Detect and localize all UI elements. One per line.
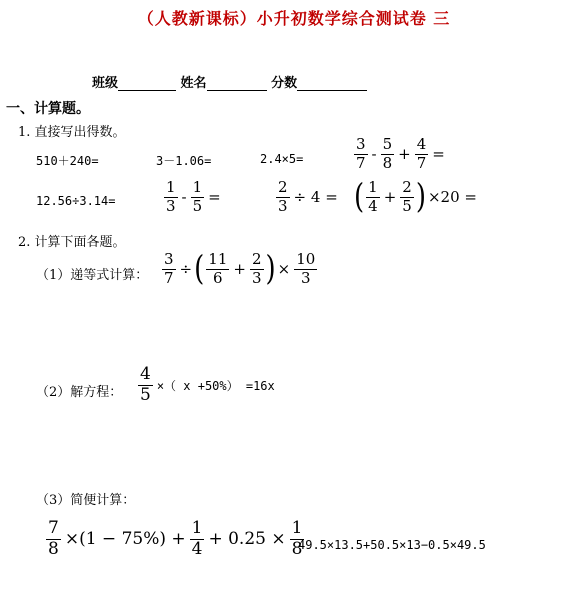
frac-num: 2 <box>251 250 262 268</box>
part-2-equation <box>136 366 277 405</box>
score-label: 分数 <box>271 76 298 91</box>
equals: = <box>432 145 445 164</box>
part-2-label: （2）解方程： <box>36 385 123 400</box>
expr-2b <box>162 180 223 215</box>
left-paren: ( <box>354 177 365 217</box>
left-paren: ( <box>194 249 205 289</box>
expr-1c: 2.4×5= <box>260 152 304 166</box>
right-paren: ) <box>415 177 426 217</box>
frac-den: 3 <box>278 196 288 215</box>
frac-den: 3 <box>251 268 262 287</box>
frac-num: 2 <box>278 178 288 196</box>
expr-1a: 510＋240= <box>36 154 99 168</box>
frac-den: 8 <box>291 538 303 559</box>
operator: - <box>371 145 377 164</box>
frac-num: 1 <box>291 518 303 538</box>
frac-den: 5 <box>192 196 203 215</box>
operator: ÷ <box>179 260 193 279</box>
class-blank <box>118 78 176 91</box>
operator: + 0.25 × <box>208 529 286 550</box>
frac-den: 3 <box>301 268 311 287</box>
part-3-expression-a <box>44 520 306 559</box>
frac-num: 4 <box>416 135 427 153</box>
frac-den: 6 <box>213 268 223 287</box>
score-blank <box>297 78 367 91</box>
class-label: 班级 <box>92 76 119 91</box>
part-3-label: （3）简便计算： <box>36 493 136 508</box>
frac-num: 1 <box>191 518 203 538</box>
part-1-expression <box>160 249 319 289</box>
equals: = <box>208 188 221 207</box>
frac-num: 7 <box>48 518 59 538</box>
expr-1b: 3－1.06= <box>156 154 212 168</box>
name-label: 姓名 <box>180 76 207 91</box>
part-3-expression-b: 49.5×13.5+50.5×13−0.5×49.5 <box>298 538 486 552</box>
right-paren: ) <box>265 249 276 289</box>
equation-rest: ×（ x +50%） =16x <box>156 378 275 393</box>
page-title: （人教新课标）小升初数学综合测试卷 三 <box>137 9 451 28</box>
question-1-label: 1. 直接写出得数。 <box>18 125 126 140</box>
expr-2c <box>274 180 340 215</box>
frac-num: 10 <box>296 250 316 268</box>
frac-den: 5 <box>402 196 412 215</box>
frac-den: 5 <box>140 384 151 405</box>
operator: ÷ 4 = <box>293 188 338 207</box>
operator: + <box>233 260 246 279</box>
frac-num: 3 <box>164 250 174 268</box>
question-2-label: 2. 计算下面各题。 <box>18 235 126 250</box>
frac-den: 7 <box>356 153 366 172</box>
operator: × <box>277 260 291 279</box>
operator: - <box>181 188 187 207</box>
frac-den: 8 <box>48 538 59 559</box>
frac-den: 7 <box>416 153 427 172</box>
part-1-label: （1）递等式计算： <box>36 268 149 283</box>
frac-num: 5 <box>382 135 393 153</box>
expr-1d <box>352 137 447 172</box>
section-heading: 一、计算题。 <box>6 101 90 117</box>
frac-den: 4 <box>368 196 378 215</box>
frac-den: 8 <box>382 153 393 172</box>
frac-den: 3 <box>166 196 176 215</box>
frac-num: 4 <box>140 364 151 384</box>
student-info-line <box>92 72 367 91</box>
operator: ×20 = <box>427 188 477 207</box>
frac-den: 7 <box>164 268 174 287</box>
frac-num: 1 <box>166 178 176 196</box>
operator: + <box>383 188 397 207</box>
frac-den: 4 <box>191 538 203 559</box>
operator: + <box>398 145 411 164</box>
frac-num: 11 <box>208 250 228 268</box>
frac-num: 1 <box>192 178 203 196</box>
expr-2a: 12.56÷3.14= <box>36 194 116 208</box>
frac-num: 2 <box>402 178 412 196</box>
frac-num: 1 <box>368 178 378 196</box>
expr-2d <box>354 177 479 217</box>
operator: ×(1 − 75%) + <box>64 529 186 550</box>
name-blank <box>207 78 267 91</box>
frac-num: 3 <box>356 135 366 153</box>
